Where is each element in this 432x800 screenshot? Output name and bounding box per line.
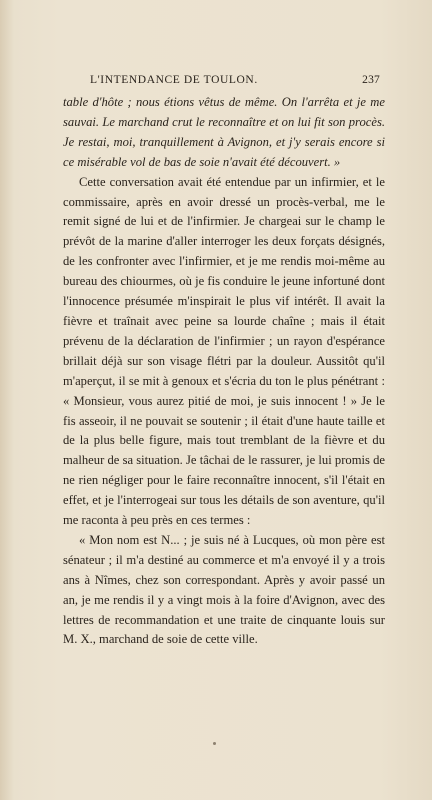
paragraph-testimony: « Mon nom est N... ; je suis né à Lucques, où mon père est sénateur ; il m'a destiné au commerce et m'a envoyé il y a trois ans à Nîmes, chez son correspondant. Après y avoir passé un an, je me rendis il y a vingt mois à la foire d'Avignon, avec des lettres de recommandation et une traite de cinquante louis sur M. X., marchand de soie de cette ville. [63, 532, 385, 647]
paragraph-narration: Cette conversation avait été entendue par un infirmier, et le commissaire, après en avoir dressé un procès-verbal, me le remit signé de lui et de l'infirmier. Je chargeai sur le champ le prévôt de la marine d'aller interroger les deux forçats désignés, de les confronter avec l'infirmier, et je me rendis moi-même au bureau des chiourmes, où je fis conduire le jeune infortuné dont l'innocence présumée m'inspirait le plus vif intérêt. Il avait la fièvre et traînait avec peine sa lourde chaîne ; mais il était prévenu de la déclaration de l'infirmier ; un rayon d'espérance brillait déjà sur son visage flétri par la douleur. Aussitôt qu'il m'aperçut, il se mit à genoux et s'écria du ton le plus pénétrant : « Monsieur, vous aurez pitié de moi, je suis innocent ! » Je le fis asseoir, il ne pouvait se soutenir ; il était d'une haute taille et de la plus belle figure, mais tout tremblant de la fièvre et du malheur de sa situation. Je tâchai de le rassurer, je lui promis de ne rien négliger pour le faire reconnaître innocent, s'il l'était en effet, et je l'interrogeai sur tous les détails de son aventure, qu'il me raconta à peu près en ces termes : [63, 174, 385, 528]
running-head: L'INTENDANCE DE TOULON. [90, 74, 258, 86]
page-number: 237 [362, 74, 380, 86]
page-speck [213, 742, 216, 745]
page-header [90, 74, 380, 90]
body-text [63, 93, 385, 650]
paragraph-quote-ending: table d'hôte ; nous étions vêtus de même. On l'arrêta et je me sauvai. Le marchand crut le reconnaître et on lui fit son procès. Je restai, moi, tranquillement à Avignon, et j'y serais encore si ce misérable vol de bas de soie n'avait été découvert. » [63, 95, 385, 169]
